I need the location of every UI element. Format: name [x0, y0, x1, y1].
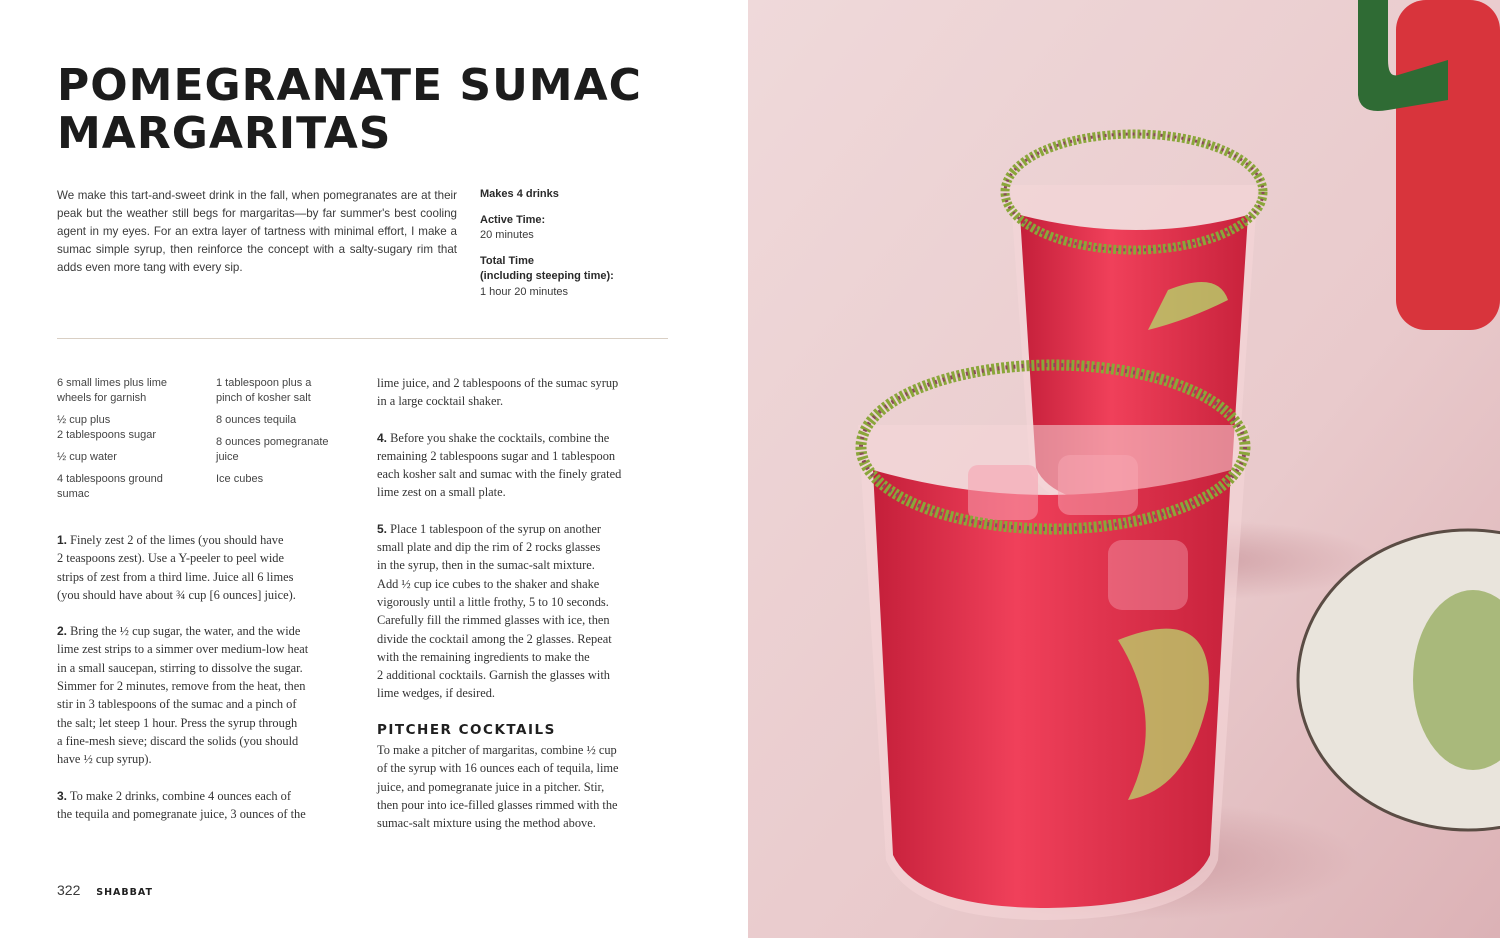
- step-2: [57, 622, 357, 768]
- step-text: Place 1 tablespoon of the syrup on another small plate and dip the rim of 2 rocks glasses in the syrup, then in the sumac-salt mixture. Add ½ cup ice cubes to the shaker and shake vigorously until a little frothy, 5 to 10 seconds. Carefully fill the rimmed glasses with ice, then divide the cocktail among the 2 glasses. Repeat with the remaining ingredients to make the 2 additional cocktails. Garnish the glasses with lime wedges, if desired.: [377, 521, 612, 701]
- total-time-value: 1 hour 20 minutes: [480, 285, 569, 298]
- recipe-page: [0, 0, 748, 938]
- recipe-meta: [480, 187, 670, 310]
- ingredients-column-1: [57, 376, 207, 509]
- page-number: 322: [57, 882, 81, 898]
- yield: Makes 4 drinks: [480, 188, 559, 200]
- step-number: 4.: [377, 430, 388, 445]
- photo-illustration: [748, 0, 1500, 938]
- step-text: Before you shake the cocktails, combine the remaining 2 tablespoons sugar and 1 tablespoon each kosher salt and sumac with the finely grated lime zest on a small plate.: [377, 430, 622, 500]
- ingredient-item: 8 ounces pomegranate juice: [216, 436, 329, 463]
- ingredient-item: 8 ounces tequila: [216, 414, 297, 426]
- ingredient-item: 1 tablespoon plus a pinch of kosher salt: [216, 377, 312, 404]
- total-time-label: Total Time: [480, 254, 534, 267]
- step-text: lime juice, and 2 tablespoons of the sumac syrup in a large cocktail shaker.: [377, 376, 619, 409]
- step-text: Bring the ½ cup sugar, the water, and the wide lime zest strips to a simmer over medium-low heat in a small saucepan, stirring to dissolve the sugar. Simmer for 2 minutes, remove from the heat, then stir in 3 tablespoons of the sumac and a pinch of the salt; let steep 1 hour. Press the syrup through a fine-mesh sieve; discard the solids (you should have ½ cup syrup).: [57, 624, 309, 767]
- title-line-1: POMEGRANATE SUMAC: [57, 60, 642, 111]
- ice-cube: [968, 465, 1038, 520]
- cocktail-photo: [748, 0, 1500, 938]
- step-3: [57, 787, 357, 824]
- section-divider: [57, 338, 668, 339]
- step-number: 1.: [57, 533, 68, 547]
- title-line-2: MARGARITAS: [57, 108, 392, 159]
- step-text: Finely zest 2 of the limes (you should have 2 teaspoons zest). Use a Y-peeler to peel wide strips of zest from a third lime. Juice all 6 limes (you should have about ¾ cup [6 ounces] juice).: [57, 533, 296, 602]
- active-time-value: 20 minutes: [480, 229, 534, 241]
- ingredient-item: 6 small limes plus lime wheels for garnish: [57, 377, 168, 404]
- step-number: 5.: [377, 521, 388, 536]
- step-number: 2.: [57, 624, 68, 639]
- pitcher-heading: PITCHER COCKTAILS: [377, 721, 556, 738]
- steps-column-2: [377, 374, 677, 851]
- pitcher: [1396, 0, 1500, 330]
- ice-cube: [1058, 455, 1138, 515]
- ingredient-item: ½ cup plus 2 tablespoons sugar: [57, 414, 157, 441]
- step-text: To make 2 drinks, combine 4 ounces each of the tequila and pomegranate juice, 3 ounces of the: [57, 788, 306, 821]
- recipe-title: [57, 62, 697, 158]
- ice-cube: [1108, 540, 1188, 610]
- ingredient-item: ½ cup water: [57, 451, 117, 463]
- section-name: SHABBAT: [96, 887, 153, 898]
- step-5: [377, 520, 677, 703]
- total-time-label-note: (including steeping time):: [480, 270, 614, 282]
- pitcher-text: To make a pitcher of margaritas, combine ½ cup of the syrup with 16 ounces each of tequila, lime juice, and pomegranate juice in a pitcher. Stir, then pour into ice-filled glasses rimmed with the sumac-salt mixture using the method above.: [377, 743, 619, 831]
- steps-column-1: [57, 531, 357, 841]
- step-3-continued: [377, 374, 677, 411]
- active-time-label: Active Time:: [480, 213, 546, 226]
- page-footer: [57, 882, 153, 898]
- step-1: [57, 531, 357, 604]
- ingredient-item: Ice cubes: [216, 473, 264, 485]
- ingredients-column-2: [216, 376, 356, 494]
- step-4: [377, 429, 677, 502]
- recipe-intro: We make this tart-and-sweet drink in the fall, when pomegranates are at their peak but the weather still begs for margaritas—by far summer's best cooling agent in my eyes. For an extra layer of tartness with minimal effort, I make a sumac simple syrup, then reinforce the concept with a salty-sugary rim that adds even more tang with every sip.: [57, 189, 457, 274]
- ingredient-item: 4 tablespoons ground sumac: [57, 473, 163, 500]
- step-number: 3.: [57, 788, 68, 803]
